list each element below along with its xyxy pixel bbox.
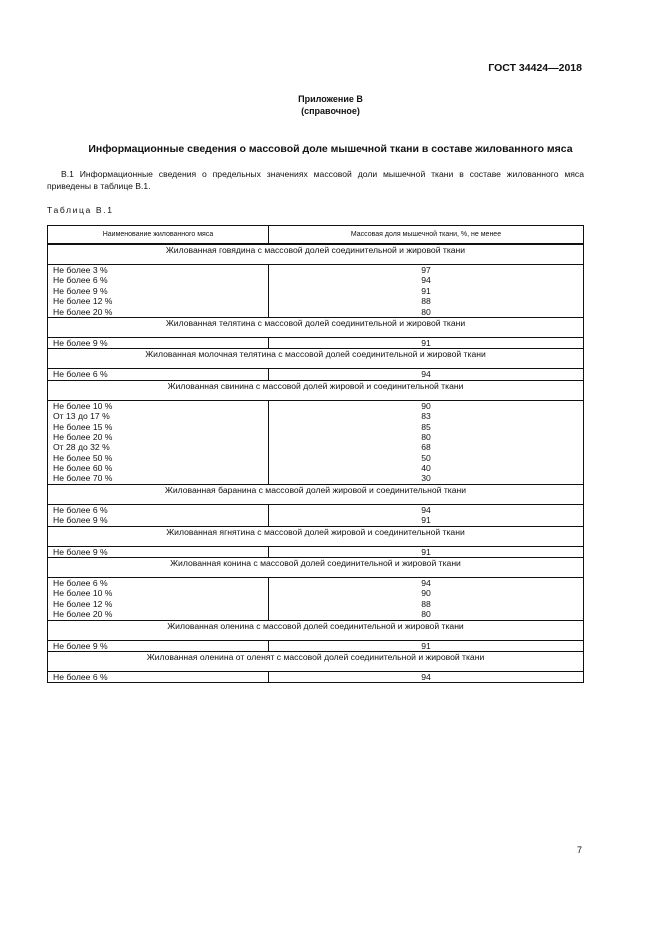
intro-paragraph: В.1 Информационные сведения о предельных значениях массовой доли мышечной ткани в составе жилованного мяса приведены в таблице В.1.	[47, 169, 584, 191]
meat-name-cell	[48, 337, 269, 348]
section-title: Жилованная конина с массовой долей соединительной и жировой ткани	[48, 558, 584, 578]
muscle-share-value: 85	[421, 421, 431, 432]
table-row	[48, 400, 584, 484]
muscle-share-value: 94	[421, 369, 431, 380]
meat-name-cell	[48, 640, 269, 651]
table-header-row	[48, 226, 584, 245]
muscle-share-cell	[269, 400, 584, 484]
section-heading: Информационные сведения о массовой доле мышечной ткани в составе жилованного мяса	[88, 143, 573, 155]
meat-name: Не более 10 %	[53, 588, 113, 599]
muscle-share-value: 94	[421, 504, 431, 515]
table-row	[48, 578, 584, 621]
section-header-row	[48, 380, 584, 400]
meat-name-cell	[48, 578, 269, 621]
muscle-share-value: 91	[421, 285, 431, 296]
table-row	[48, 504, 584, 526]
table-row	[48, 337, 584, 348]
meat-name: Не более 6 %	[53, 671, 108, 682]
section-header-row	[48, 651, 584, 671]
meat-name: Не более 20 %	[53, 609, 113, 620]
section-header-row	[48, 317, 584, 337]
meat-name-cell	[48, 504, 269, 526]
table-row	[48, 671, 584, 682]
meat-name-cell	[48, 400, 269, 484]
section-header-row	[48, 484, 584, 504]
muscle-share-value: 91	[421, 337, 431, 348]
muscle-share-cell	[269, 369, 584, 380]
meat-name: Не более 50 %	[53, 452, 113, 463]
table-row	[48, 546, 584, 557]
meat-name: Не более 6 %	[53, 275, 108, 286]
muscle-share-value: 94	[421, 275, 431, 286]
muscle-share-cell	[269, 337, 584, 348]
meat-name: Не более 3 %	[53, 265, 108, 275]
meat-name: Не более 6 %	[53, 369, 108, 380]
section-header-row	[48, 349, 584, 369]
table-row	[48, 369, 584, 380]
muscle-share-value: 90	[421, 588, 431, 599]
meat-name: Не более 60 %	[53, 463, 113, 474]
meat-name: От 28 до 32 %	[53, 442, 110, 453]
table-caption: Таблица В.1	[47, 205, 114, 215]
meat-name-cell	[48, 546, 269, 557]
muscle-share-cell	[269, 640, 584, 651]
meat-name: Не более 20 %	[53, 306, 113, 317]
muscle-share-value: 80	[421, 609, 431, 620]
page-number: 7	[576, 845, 582, 855]
muscle-share-value: 68	[421, 442, 431, 453]
column-header-name: Наименование жилованного мяса	[48, 226, 269, 245]
section-title: Жилованная баранина с массовой долей жировой и соединительной ткани	[48, 484, 584, 504]
meat-name: Не более 9 %	[53, 337, 108, 348]
muscle-share-value: 88	[421, 598, 431, 609]
muscle-share-value: 94	[421, 671, 431, 682]
section-header-row	[48, 526, 584, 546]
meat-name-cell	[48, 671, 269, 682]
meat-name: От 13 до 17 %	[53, 411, 110, 422]
muscle-share-value: 83	[421, 411, 431, 422]
muscle-share-value: 40	[421, 463, 431, 474]
muscle-share-value: 91	[421, 515, 431, 526]
muscle-share-value: 80	[421, 431, 431, 442]
meat-name: Не более 15 %	[53, 421, 113, 432]
section-title: Жилованная телятина с массовой долей соединительной и жировой ткани	[48, 317, 584, 337]
muscle-share-cell	[269, 671, 584, 682]
section-title: Жилованная молочная телятина с массовой долей соединительной и жировой ткани	[48, 349, 584, 369]
table-row	[48, 265, 584, 318]
section-title: Жилованная ягнятина с массовой долей жировой и соединительной ткани	[48, 526, 584, 546]
appendix-title: Приложение В	[298, 94, 363, 104]
muscle-share-value: 80	[421, 306, 431, 317]
muscle-share-value: 30	[421, 473, 431, 484]
muscle-share-cell	[269, 265, 584, 318]
muscle-share-cell	[269, 546, 584, 557]
muscle-share-cell	[269, 578, 584, 621]
meat-name: Не более 20 %	[53, 431, 113, 442]
meat-name-cell	[48, 369, 269, 380]
muscle-share-value: 90	[421, 400, 431, 411]
muscle-tissue-table	[47, 225, 584, 683]
section-header-row	[48, 620, 584, 640]
muscle-share-value: 50	[421, 452, 431, 463]
muscle-share-value: 97	[421, 265, 431, 275]
meat-name: Не более 9 %	[53, 640, 108, 651]
section-header-row	[48, 244, 584, 265]
meat-name-cell	[48, 265, 269, 318]
table-row	[48, 640, 584, 651]
section-header-row	[48, 558, 584, 578]
meat-name: Не более 10 %	[53, 400, 113, 411]
muscle-share-value: 88	[421, 296, 431, 307]
table-body	[48, 244, 584, 683]
meat-name: Не более 6 %	[53, 578, 108, 589]
meat-name: Не более 70 %	[53, 473, 113, 484]
section-title: Жилованная оленина с массовой долей соединительной и жировой ткани	[48, 620, 584, 640]
muscle-share-value: 91	[421, 546, 431, 557]
appendix-title-block	[0, 93, 661, 117]
muscle-share-value: 91	[421, 640, 431, 651]
meat-name: Не более 9 %	[53, 285, 108, 296]
meat-name: Не более 12 %	[53, 598, 113, 609]
appendix-type: (справочное)	[301, 106, 360, 116]
meat-name: Не более 12 %	[53, 296, 113, 307]
section-title: Жилованная говядина с массовой долей соединительной и жировой ткани	[48, 244, 584, 265]
document-code: ГОСТ 34424—2018	[488, 62, 582, 74]
meat-name: Не более 6 %	[53, 504, 108, 515]
section-title: Жилованная оленина от оленят с массовой долей соединительной и жировой ткани	[48, 651, 584, 671]
meat-name: Не более 9 %	[53, 546, 108, 557]
column-header-value: Массовая доля мышечной ткани, %, не менее	[269, 226, 584, 245]
muscle-share-value: 94	[421, 578, 431, 589]
meat-name: Не более 9 %	[53, 515, 108, 526]
muscle-share-cell	[269, 504, 584, 526]
section-title: Жилованная свинина с массовой долей жировой и соединительной ткани	[48, 380, 584, 400]
